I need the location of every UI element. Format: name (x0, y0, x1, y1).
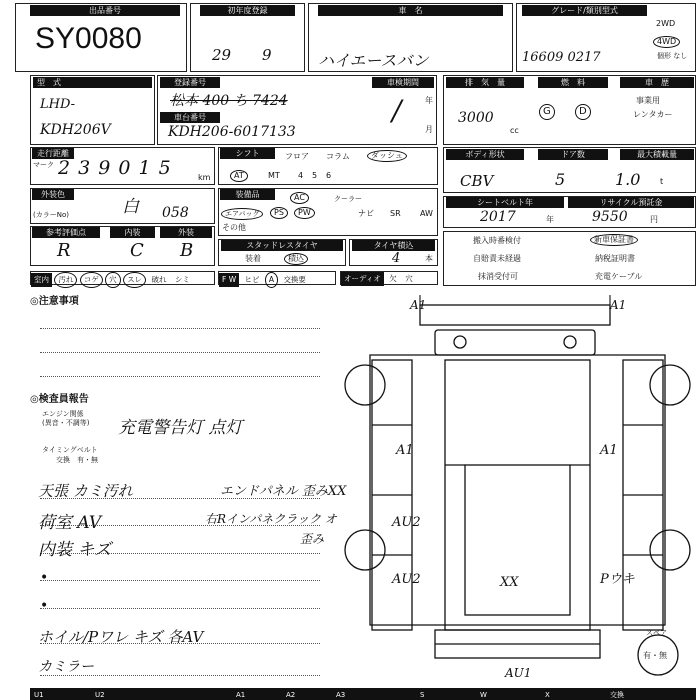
engine-text: 充電警告灯 点灯 (118, 418, 243, 438)
history-business: 事業用 (636, 96, 660, 105)
audio-item-1: 欠 (389, 274, 397, 283)
grade-value: 16609 0217 (522, 50, 601, 65)
audio-item-2: 穴 (405, 274, 413, 283)
seatbelt-unit: 年 (546, 215, 554, 224)
displacement-unit: cc (510, 126, 519, 135)
mileage-header: 走行距離 (32, 148, 74, 159)
studless-mounted: 装着 (245, 254, 261, 263)
equip-sr: SR (390, 209, 401, 218)
mileage-unit: km (198, 173, 211, 182)
doc-5: 納税証明書 (595, 254, 635, 263)
doc-4: 新車保証書 (590, 234, 638, 246)
fw-item-3: 交換要 (283, 275, 306, 284)
notes-header: ◎注意事項 (30, 296, 79, 307)
shift-dash: ダッシュ (367, 150, 407, 162)
mark-a1-left: A1 (396, 443, 414, 458)
report-text-2: 荷室 AV (38, 513, 102, 533)
footer-item-a3: A3 (336, 691, 346, 699)
footer-item-a1: A1 (236, 691, 246, 699)
first-reg-year: 29 (212, 46, 232, 64)
interior-value: C (130, 240, 144, 261)
model-header: 型 式 (33, 77, 152, 88)
footer-item-a2: A2 (286, 691, 296, 699)
timing-label: タイミングベルト (42, 446, 98, 454)
shift-header: シフト (220, 148, 275, 159)
footer-strip (30, 688, 696, 700)
mark-a1-right: A1 (600, 443, 618, 458)
report-right-3: 歪み (300, 532, 325, 546)
engine-label-text: エンジン関係 (異音・不調等) (42, 410, 90, 427)
mark-xx: XX (500, 575, 519, 590)
mark-a1-top-right: A1 (610, 298, 627, 312)
inspection-year: 年 (425, 96, 433, 105)
model-value-1: LHD- (40, 97, 76, 112)
car-name-value: ハイエースバン (318, 51, 429, 70)
first-reg-month: 9 (262, 46, 272, 64)
report-header: ◎検査員報告 (30, 394, 89, 405)
drive-2wd: 2WD (656, 19, 676, 28)
body-value: CBV (460, 172, 494, 190)
report-right-1: エンドパネル 歪みXX (220, 484, 347, 499)
history-rental: レンタカー (633, 110, 673, 119)
recycle-header: リサイクル預託金 (568, 197, 694, 208)
report-text-6: ホイル/Pワレ キズ 各AV (38, 628, 204, 646)
shift-floor: フロア (285, 152, 309, 161)
interior-item-4: スレ (123, 272, 146, 288)
mark-au2-left-low: AU2 (392, 572, 421, 587)
footer-item-u2: U2 (95, 691, 105, 699)
fw-row-label: F W (219, 273, 239, 287)
load-unit: t (660, 177, 664, 186)
shape-label-text: 個形 なし (657, 52, 688, 60)
notes-line-2 (40, 352, 320, 353)
studless-loaded: 積込 (284, 253, 308, 265)
shift-5: 5 (312, 171, 318, 180)
inspection-value: / (392, 94, 402, 127)
equip-ps: PS (270, 207, 288, 219)
displacement-header: 排 気 量 (446, 77, 524, 88)
fuel-d: D (575, 104, 591, 120)
seatbelt-header: シートベルト年 (446, 197, 564, 208)
equip-aw: AW (420, 209, 433, 218)
doors-value: 5 (555, 170, 566, 189)
interior-row-label: 室内 (31, 273, 52, 287)
history-header: 車 歴 (620, 77, 694, 88)
mileage-mark: マーク (33, 161, 54, 169)
equipment-header: 装備品 (220, 189, 275, 200)
shift-6: 6 (326, 171, 332, 180)
equip-navi: ナビ (358, 209, 374, 218)
shift-at: AT (230, 170, 248, 182)
audio-row (340, 271, 438, 285)
displacement-value: 3000 (458, 110, 494, 126)
mark-au1-bottom: AU1 (505, 666, 532, 680)
footer-item-u1: U1 (34, 691, 44, 699)
body-header: ボディ形状 (446, 149, 524, 160)
equip-cooler: クーラー (334, 195, 362, 203)
report-bullet-5: • (40, 598, 49, 614)
shape-label (657, 52, 687, 60)
interior-item-2: コゲ (80, 272, 103, 288)
equip-airbag: エアバッグ (221, 208, 263, 220)
tires-value: 4 (392, 251, 401, 266)
report-right-2: 右Rインパネクラック オ (205, 512, 337, 526)
mark-p-uki: Pウキ (600, 572, 635, 587)
interior-item-6: シミ (174, 275, 190, 284)
interior-header: 内装 (110, 227, 155, 238)
reg-value: 松本 400 ち 7424 (170, 93, 288, 109)
drive-4wd: 4WD (653, 36, 680, 48)
studless-header: スタッドレスタイヤ (221, 240, 343, 251)
interior-item-5: 破れ (151, 275, 167, 284)
interior-row (30, 271, 215, 285)
audio-row-label: オーディオ (341, 272, 384, 286)
color-code: 058 (162, 205, 189, 221)
doc-2: 自賠責未経過 (473, 254, 521, 263)
report-text-1: 天張 カミ汚れ (38, 482, 133, 500)
doc-3: 抹消受付可 (478, 272, 518, 281)
chassis-header: 車台番号 (160, 112, 220, 123)
shift-4: 4 (298, 171, 304, 180)
reg-header: 登録番号 (160, 77, 220, 88)
mileage-value: 2 3 9 0 1 5 (58, 157, 172, 179)
tires-unit: 本 (425, 254, 433, 263)
lot-number: SY0080 (35, 22, 142, 55)
score-header: 参考評価点 (32, 227, 100, 238)
seatbelt-value: 2017 (480, 209, 516, 225)
first-reg-header: 初年度登録 (200, 5, 295, 16)
mark-au2-left: AU2 (392, 515, 421, 530)
inspection-month: 月 (425, 125, 433, 134)
engine-label (42, 410, 89, 428)
interior-item-1: 汚れ (54, 272, 77, 288)
footer-item-kokan: 交換 (610, 691, 624, 699)
tires-header: タイヤ積込 (352, 240, 435, 251)
fuel-header: 燃 料 (538, 77, 608, 88)
report-line-4 (40, 580, 320, 581)
timing-opts: 交換 有・無 (56, 456, 98, 464)
footer-item-x: X (545, 691, 550, 699)
notes-line-3 (40, 376, 320, 377)
fuel-g: G (539, 104, 555, 120)
lot-header: 出品番号 (30, 5, 180, 16)
shift-mt: MT (268, 171, 280, 180)
recycle-unit: 円 (650, 215, 658, 224)
report-text-3: 内装 キズ (38, 540, 112, 560)
footer-item-s: S (420, 691, 425, 699)
report-line-5 (40, 608, 320, 609)
load-header: 最大積載量 (620, 149, 694, 160)
load-value: 1.0 (615, 170, 641, 189)
shift-column: コラム (326, 152, 350, 161)
color-value: 白 (122, 197, 139, 217)
mark-a1-top-left: A1 (410, 298, 427, 312)
report-bullet-4: • (40, 570, 49, 586)
doc-1: 搬入時番検付 (473, 236, 521, 245)
equip-other: その他 (222, 223, 246, 232)
recycle-value: 9550 (592, 209, 628, 225)
fw-row (218, 271, 336, 285)
color-header: 外装色 (32, 189, 74, 200)
equip-pw: PW (294, 207, 315, 219)
fw-item-2: A (265, 272, 278, 288)
doc-6: 充電ケーブル (595, 272, 643, 281)
score-value: R (57, 240, 71, 261)
report-text-7: カミラー (38, 659, 94, 675)
doors-header: ドア数 (538, 149, 608, 160)
chassis-value: KDH206-6017133 (168, 124, 296, 140)
spare-value: 有・無 (643, 651, 667, 660)
fw-item-1: ヒビ (244, 275, 260, 284)
notes-line-1 (40, 328, 320, 329)
footer-item-w: W (480, 691, 487, 699)
spare-label: スペア (646, 629, 667, 637)
color-code-label: (カラーNo) (33, 211, 69, 219)
exterior-header: 外装 (160, 227, 212, 238)
model-value-2: KDH206V (40, 122, 111, 138)
inspection-header: 車検期間 (372, 77, 434, 88)
car-name-header: 車 名 (318, 5, 503, 16)
interior-item-3: 穴 (105, 272, 121, 288)
exterior-value: B (180, 240, 194, 261)
equip-ac: AC (290, 192, 309, 204)
grade-header: グレード/類別型式 (522, 5, 647, 16)
